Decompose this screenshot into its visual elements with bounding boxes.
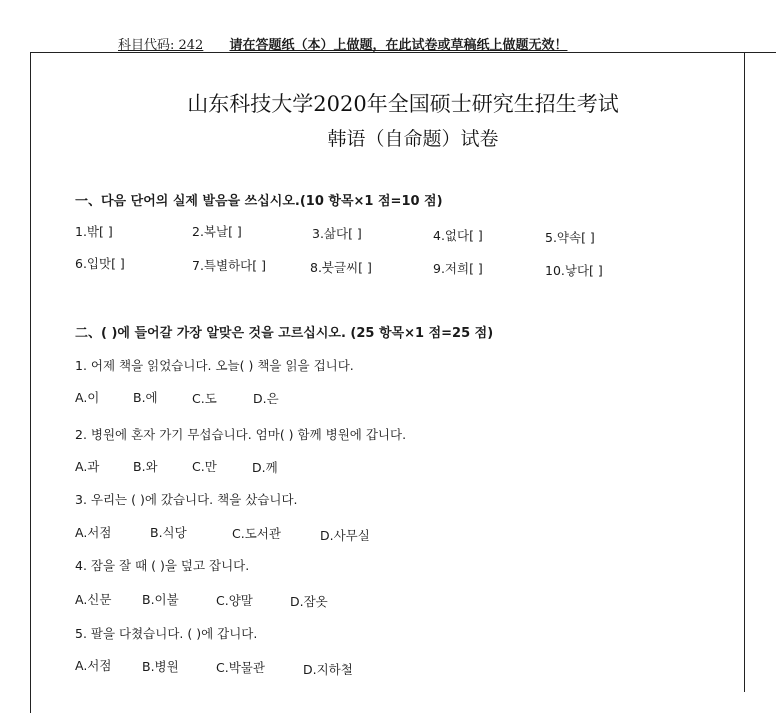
question-1: 1. 어제 책을 읽었습니다. 오늘( ) 책을 읽을 겁니다. <box>75 358 354 373</box>
option: D.지하철 <box>303 662 353 677</box>
option: A.서점 <box>75 525 112 540</box>
pron-item: 4.없다[ ] <box>433 228 483 243</box>
answer-sheet-warning: 请在答题纸（本）上做题，在此试卷或草稿纸上做题无效！ <box>229 38 568 53</box>
pron-item: 1.밖[ ] <box>75 224 113 239</box>
pron-item: 10.낳다[ ] <box>545 263 603 278</box>
option: B.이불 <box>142 592 179 607</box>
pron-item: 2.복날[ ] <box>192 224 242 239</box>
option: D.께 <box>252 460 278 475</box>
question-5: 5. 팔을 다쳤습니다. ( )에 갑니다. <box>75 626 258 641</box>
option: B.에 <box>133 390 158 405</box>
exam-header-note <box>118 34 567 53</box>
option: D.은 <box>253 391 279 406</box>
exam-title: 山东科技大学2020年全国硕士研究生招生考试 <box>187 92 619 116</box>
subject-code: 科目代码: 242 <box>118 38 204 53</box>
question-4: 4. 잠을 잘 때 ( )을 덮고 잡니다. <box>75 558 250 573</box>
section1-heading: 一、다음 단어의 실제 발음을 쓰십시오.(10 항목×1 점=10 점) <box>75 194 443 209</box>
page-frame <box>30 52 776 713</box>
option: C.박물관 <box>216 660 265 675</box>
option: C.도 <box>192 391 217 406</box>
option: B.병원 <box>142 659 179 674</box>
pron-item: 5.약속[ ] <box>545 230 595 245</box>
option: A.서점 <box>75 658 112 673</box>
option: A.이 <box>75 390 100 405</box>
question-3: 3. 우리는 ( )에 갔습니다. 책을 샀습니다. <box>75 492 298 507</box>
option: C.도서관 <box>232 526 281 541</box>
exam-subtitle: 韩语（自命题）试卷 <box>327 128 499 150</box>
option: A.신문 <box>75 592 112 607</box>
pron-item: 6.입맛[ ] <box>75 256 125 271</box>
option: D.사무실 <box>320 528 370 543</box>
option: B.와 <box>133 459 158 474</box>
option: D.잠옷 <box>290 594 328 609</box>
question-2: 2. 병원에 혼자 가기 무섭습니다. 엄마( ) 함께 병원에 갑니다. <box>75 427 407 442</box>
pron-item: 7.특별하다[ ] <box>192 258 266 273</box>
option: C.만 <box>192 459 217 474</box>
pron-item: 8.붓글씨[ ] <box>310 260 372 275</box>
option: A.과 <box>75 459 100 474</box>
pron-item: 3.삶다[ ] <box>312 226 362 241</box>
pron-item: 9.저희[ ] <box>433 261 483 276</box>
section2-heading: 二、( )에 들어갈 가장 알맞은 것을 고르십시오. (25 항목×1 점=25 점) <box>75 326 494 341</box>
option: C.양말 <box>216 593 253 608</box>
option: B.식당 <box>150 525 187 540</box>
